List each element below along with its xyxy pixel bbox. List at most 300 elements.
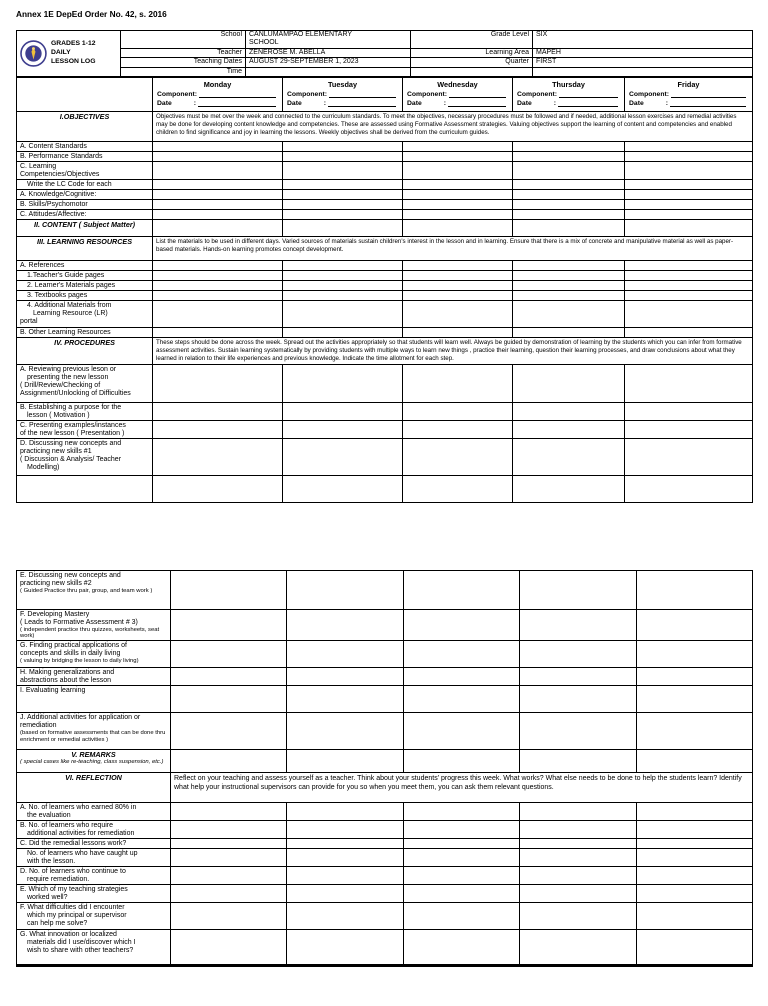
day-entry-cell [637, 802, 753, 820]
row-label [17, 475, 153, 502]
day-entry-cell [287, 929, 404, 965]
day-entry-cell [153, 438, 283, 475]
day-entry-cell [625, 219, 753, 236]
day-entry-cell [403, 179, 513, 189]
day-entry-cell [513, 280, 625, 290]
blank-underline [329, 91, 396, 98]
row-label: IV. PROCEDURES [17, 337, 153, 364]
row-label: 2. Learner's Materials pages [17, 280, 153, 290]
row-label: E. Which of my teaching strategies worked well? [17, 884, 171, 902]
header-blank-label [411, 67, 533, 76]
table-row [17, 161, 753, 179]
day-entry-cell [153, 402, 283, 420]
day-entry-cell [625, 402, 753, 420]
day-entry-cell [520, 609, 637, 640]
day-entry-cell [625, 179, 753, 189]
instruction-text: These steps should be done across the week. Spread out the activities appropriately so that students will learn well. Always be guided by demonstration of learning by the students which you can infer from formative assessment activities. Sustain learning systematically by providing students with multiple ways to learn new things , practice their learning, question their learning processes, and draw conclusions about what they learned in relation to their life experiences and previous knowledge. Indicate the time allotment for each step. [153, 337, 753, 364]
table-row [17, 685, 753, 712]
row-label: G. What innovation or localized materials did I use/discover which I wish to share with other teachers? [17, 929, 171, 965]
day-entry-cell [513, 364, 625, 402]
day-entry-cell [153, 280, 283, 290]
day-entry-cell [287, 902, 404, 929]
component-line: Component: [154, 91, 281, 98]
day-entry-cell [283, 161, 403, 179]
day-entry-cell [513, 402, 625, 420]
day-entry-cell [625, 209, 753, 219]
day-entry-cell [171, 866, 287, 884]
grade-level-value: SIX [533, 31, 753, 49]
day-entry-cell [404, 884, 520, 902]
row-label: A. Knowledge/Cognitive: [17, 189, 153, 199]
row-label: H. Making generalizations and abstractions about the lesson [17, 667, 171, 685]
logo-title-line2: LESSON LOG [50, 57, 96, 65]
day-entry-cell [283, 270, 403, 280]
component-line: Component: [284, 91, 401, 98]
day-entry-cell [637, 929, 753, 965]
day-entry-cell [403, 364, 513, 402]
quarter-label: Quarter [411, 58, 533, 67]
day-entry-cell [404, 712, 520, 749]
day-entry-cell [287, 820, 404, 838]
day-entry-cell [153, 290, 283, 300]
table-row [17, 111, 753, 141]
day-entry-cell [637, 866, 753, 884]
annex-title: Annex 1E DepEd Order No. 42, s. 2016 [16, 9, 167, 19]
day-entry-cell [404, 570, 520, 609]
day-entry-cell [637, 570, 753, 609]
day-entry-cell [637, 685, 753, 712]
day-entry-cell [625, 475, 753, 502]
table-row [17, 327, 753, 337]
day-entry-cell [171, 929, 287, 965]
day-entry-cell [287, 884, 404, 902]
day-entry-cell [637, 820, 753, 838]
day-entry-cell [171, 685, 287, 712]
row-label: C. Learning Competencies/Objectives [17, 161, 153, 179]
day-entry-cell [520, 685, 637, 712]
day-entry-cell [171, 749, 287, 772]
table-row [17, 141, 753, 151]
row-label: II. CONTENT ( Subject Matter) [17, 219, 153, 236]
header-table [16, 30, 753, 77]
day-entry-cell [513, 327, 625, 337]
table-row [17, 667, 753, 685]
form-stack [16, 30, 752, 967]
table-row [17, 475, 753, 502]
day-entry-cell [637, 609, 753, 640]
day-entry-cell [283, 364, 403, 402]
table-row [17, 280, 753, 290]
day-name: Friday [677, 79, 700, 89]
day-entry-cell [513, 141, 625, 151]
day-entry-cell [520, 929, 637, 965]
day-entry-cell [637, 749, 753, 772]
day-entry-cell [171, 848, 287, 866]
row-label: Write the LC Code for each [17, 179, 153, 189]
row-label: B. Skills/Psychomotor [17, 199, 153, 209]
table-row [17, 337, 753, 364]
day-entry-cell [403, 280, 513, 290]
row-label: No. of learners who have caught up with the lesson. [17, 848, 171, 866]
day-header-cell [283, 77, 403, 111]
day-entry-cell [625, 280, 753, 290]
row-label: I. Evaluating learning [17, 685, 171, 712]
row-label: V. REMARKS ( special cases like re-teaching, class suspension, etc.) [17, 749, 171, 772]
day-entry-cell [637, 884, 753, 902]
day-entry-cell [283, 189, 403, 199]
day-entry-cell [283, 179, 403, 189]
day-entry-cell [404, 609, 520, 640]
day-entry-cell [404, 838, 520, 848]
table-row [17, 438, 753, 475]
day-entry-cell [625, 260, 753, 270]
day-name: Thursday [552, 79, 585, 89]
day-entry-cell [153, 364, 283, 402]
row-label: I.OBJECTIVES [17, 111, 153, 141]
day-entry-cell [287, 749, 404, 772]
day-entry-cell [520, 820, 637, 838]
table-row [17, 884, 753, 902]
table-row [17, 712, 753, 749]
blank-underline [448, 100, 506, 107]
day-entry-cell [171, 838, 287, 848]
teacher-label: Teacher [121, 48, 246, 57]
blank-underline [449, 91, 506, 98]
day-entry-cell [404, 848, 520, 866]
row-label: G. Finding practical applications of concepts and skills in daily living ( valuing by bridging the lesson to daily living) [17, 640, 171, 667]
day-entry-cell [171, 609, 287, 640]
day-entry-cell [153, 270, 283, 280]
corner-cell [17, 77, 153, 111]
day-entry-cell [625, 141, 753, 151]
day-entry-cell [153, 475, 283, 502]
day-entry-cell [403, 270, 513, 280]
table-row [17, 236, 753, 260]
logo-title-line1: GRADES 1-12 DAILY [50, 40, 96, 57]
blank-underline [199, 91, 276, 98]
table-row [17, 402, 753, 420]
day-entry-cell [637, 712, 753, 749]
day-entry-cell [625, 300, 753, 327]
day-entry-cell [403, 219, 513, 236]
day-entry-cell [287, 570, 404, 609]
school-value: CANLUMAMPAO ELEMENTARY SCHOOL [246, 31, 411, 49]
row-label: B. Establishing a purpose for the lesson ( Motivation ) [17, 402, 153, 420]
day-entry-cell [403, 151, 513, 161]
table-row [17, 929, 753, 965]
day-entry-cell [283, 209, 403, 219]
day-header-cell [403, 77, 513, 111]
day-entry-cell [153, 179, 283, 189]
day-entry-cell [283, 327, 403, 337]
row-label: C. Presenting examples/instances of the new lesson ( Presentation ) [17, 420, 153, 438]
table-row [17, 364, 753, 402]
table-row [17, 209, 753, 219]
row-label: F. Developing Mastery ( Leads to Formative Assessment # 3) ( independent practice thru quizzes, worksheets, seat work) [17, 609, 171, 640]
day-entry-cell [403, 199, 513, 209]
table-row [17, 420, 753, 438]
day-entry-cell [283, 438, 403, 475]
day-entry-cell [513, 189, 625, 199]
day-entry-cell [403, 420, 513, 438]
day-entry-cell [153, 300, 283, 327]
day-entry-cell [153, 260, 283, 270]
day-entry-cell [153, 327, 283, 337]
day-entry-cell [513, 179, 625, 189]
day-entry-cell [513, 219, 625, 236]
day-entry-cell [520, 884, 637, 902]
day-entry-cell [625, 151, 753, 161]
day-header-row [17, 77, 753, 111]
lesson-log-table-upper [16, 77, 753, 503]
table-row [17, 570, 753, 609]
table-row [17, 300, 753, 327]
day-entry-cell [403, 141, 513, 151]
day-entry-cell [513, 438, 625, 475]
logo-cell [17, 31, 121, 77]
blank-underline [670, 100, 746, 107]
day-entry-cell [520, 640, 637, 667]
day-header-cell [153, 77, 283, 111]
day-entry-cell [283, 420, 403, 438]
row-label: 1.Teacher's Guide pages [17, 270, 153, 280]
day-entry-cell [287, 667, 404, 685]
day-entry-cell [171, 667, 287, 685]
table-row [17, 848, 753, 866]
table-row [17, 260, 753, 270]
row-label: A. Content Standards [17, 141, 153, 151]
row-label: B. Other Learning Resources [17, 327, 153, 337]
day-entry-cell [404, 802, 520, 820]
day-entry-cell [283, 219, 403, 236]
date-line: Date : [154, 100, 281, 107]
day-entry-cell [171, 712, 287, 749]
day-entry-cell [171, 640, 287, 667]
day-entry-cell [625, 420, 753, 438]
day-entry-cell [513, 290, 625, 300]
time-label: Time [121, 67, 246, 76]
day-name: Wednesday [437, 79, 478, 89]
day-entry-cell [520, 570, 637, 609]
day-entry-cell [403, 290, 513, 300]
day-entry-cell [171, 884, 287, 902]
header-row [17, 48, 753, 57]
day-entry-cell [520, 848, 637, 866]
day-entry-cell [287, 848, 404, 866]
row-label: A. Reviewing previous leson or presenting the new lesson ( Drill/Review/Checking of Assignment/Unlocking of Difficulties [17, 364, 153, 402]
day-entry-cell [403, 189, 513, 199]
table-row [17, 838, 753, 848]
table-row [17, 749, 753, 772]
day-entry-cell [153, 420, 283, 438]
day-entry-cell [171, 820, 287, 838]
quarter-value: FIRST [533, 58, 753, 67]
teaching-dates-label: Teaching Dates [121, 58, 246, 67]
date-line: Date : [626, 100, 751, 107]
day-entry-cell [637, 667, 753, 685]
day-entry-cell [513, 420, 625, 438]
day-entry-cell [520, 667, 637, 685]
day-entry-cell [520, 712, 637, 749]
table-row [17, 609, 753, 640]
day-entry-cell [287, 609, 404, 640]
day-entry-cell [513, 260, 625, 270]
day-entry-cell [513, 209, 625, 219]
day-entry-cell [637, 640, 753, 667]
header-row [17, 67, 753, 76]
row-label: III. LEARNING RESOURCES [17, 236, 153, 260]
day-entry-cell [153, 209, 283, 219]
row-label: D. Discussing new concepts and practicing new skills #1 ( Discussion & Analysis/ Teacher Modelling) [17, 438, 153, 475]
teacher-value: ZENEROSE M. ABELLA [246, 48, 411, 57]
day-entry-cell [513, 475, 625, 502]
day-entry-cell [283, 475, 403, 502]
day-entry-cell [637, 848, 753, 866]
day-entry-cell [403, 327, 513, 337]
day-name: Tuesday [327, 79, 358, 89]
row-label: 3. Textbooks pages [17, 290, 153, 300]
table-row [17, 772, 753, 802]
day-entry-cell [287, 712, 404, 749]
blank-underline [328, 100, 396, 107]
day-entry-cell [403, 475, 513, 502]
day-entry-cell [287, 802, 404, 820]
day-entry-cell [287, 838, 404, 848]
component-line: Component: [404, 91, 511, 98]
teaching-dates-value: AUGUST 29-SEPTEMBER 1, 2023 [246, 58, 411, 67]
day-entry-cell [625, 290, 753, 300]
day-entry-cell [520, 802, 637, 820]
day-name: Monday [203, 79, 232, 89]
day-entry-cell [403, 300, 513, 327]
table-row [17, 270, 753, 280]
day-entry-cell [403, 260, 513, 270]
learning-area-value: MAPEH [533, 48, 753, 57]
row-label: 4. Additional Materials from Learning Resource (LR) portal [17, 300, 153, 327]
day-entry-cell [625, 327, 753, 337]
component-line: Component: [626, 91, 751, 98]
header-row [17, 58, 753, 67]
day-entry-cell [513, 161, 625, 179]
day-entry-cell [283, 141, 403, 151]
row-label: VI. REFLECTION [17, 772, 171, 802]
date-line: Date : [284, 100, 401, 107]
day-entry-cell [625, 438, 753, 475]
day-entry-cell [283, 199, 403, 209]
row-label: A. References [17, 260, 153, 270]
day-entry-cell [404, 667, 520, 685]
day-entry-cell [153, 219, 283, 236]
row-label: C. Did the remedial lessons work? [17, 838, 171, 848]
blank-underline [198, 100, 276, 107]
day-entry-cell [153, 161, 283, 179]
table-row [17, 219, 753, 236]
day-header-cell [513, 77, 625, 111]
day-entry-cell [171, 902, 287, 929]
logo-title [51, 40, 117, 66]
day-entry-cell [625, 364, 753, 402]
day-entry-cell [403, 209, 513, 219]
day-entry-cell [153, 189, 283, 199]
day-entry-cell [283, 260, 403, 270]
table-row [17, 902, 753, 929]
learning-area-label: Learning Area [411, 48, 533, 57]
day-entry-cell [283, 290, 403, 300]
day-entry-cell [404, 902, 520, 929]
day-entry-cell [153, 141, 283, 151]
deped-seal-icon [20, 40, 47, 67]
day-entry-cell [404, 749, 520, 772]
table-row [17, 802, 753, 820]
day-entry-cell [171, 802, 287, 820]
table-row [17, 189, 753, 199]
day-entry-cell [625, 189, 753, 199]
time-value [246, 67, 411, 76]
day-entry-cell [403, 402, 513, 420]
day-entry-cell [625, 161, 753, 179]
day-entry-cell [287, 640, 404, 667]
day-entry-cell [404, 866, 520, 884]
row-label: F. What difficulties did I encounter which my principal or supervisor can help me solve? [17, 902, 171, 929]
header-blank-value [533, 67, 753, 76]
table-row [17, 290, 753, 300]
day-entry-cell [153, 199, 283, 209]
day-entry-cell [153, 151, 283, 161]
table-row [17, 151, 753, 161]
day-entry-cell [287, 685, 404, 712]
day-entry-cell [513, 151, 625, 161]
day-entry-cell [404, 929, 520, 965]
row-label: J. Additional activities for application or remediation (based on formative assessments that can be done thru enrichment or remedial activities ) [17, 712, 171, 749]
blank-underline [559, 91, 618, 98]
day-entry-cell [283, 300, 403, 327]
date-line: Date : [514, 100, 623, 107]
day-entry-cell [520, 902, 637, 929]
day-entry-cell [513, 270, 625, 280]
row-label: D. No. of learners who continue to require remediation. [17, 866, 171, 884]
day-header-cell [625, 77, 753, 111]
blank-underline [671, 91, 746, 98]
day-entry-cell [404, 685, 520, 712]
lesson-log-table-lower [16, 570, 753, 967]
table-row [17, 199, 753, 209]
day-entry-cell [520, 749, 637, 772]
day-entry-cell [171, 570, 287, 609]
day-entry-cell [287, 866, 404, 884]
row-label: B. Performance Standards [17, 151, 153, 161]
table-row [17, 866, 753, 884]
day-entry-cell [625, 270, 753, 280]
school-label: School [121, 31, 246, 49]
day-entry-cell [404, 640, 520, 667]
day-entry-cell [283, 402, 403, 420]
day-entry-cell [513, 300, 625, 327]
header-row [17, 31, 753, 49]
day-entry-cell [520, 866, 637, 884]
day-entry-cell [283, 151, 403, 161]
row-label: C. Attitudes/Affective: [17, 209, 153, 219]
table-row [17, 179, 753, 189]
day-entry-cell [404, 820, 520, 838]
component-line: Component: [514, 91, 623, 98]
instruction-text: List the materials to be used in different days. Varied sources of materials sustain children's interest in the lesson and in learning. Ensure that there is a mix of concrete and manipulative material as well as paper-based materials. Hands-on learning promotes concept development. [153, 236, 753, 260]
day-entry-cell [637, 902, 753, 929]
day-entry-cell [513, 199, 625, 209]
instruction-text: Objectives must be met over the week and connected to the curriculum standards. To meet the objectives, necessary procedures must be followed and if needed, additional lesson exercises and remedial activities may be done for developing content knowledge and competencies. These are assessed using Formative Assessment strategies. Valuing objectives support the learning of content and competencies and enabled children to find significance and joy in learning the lessons. Weekly objectives shall be derived from the curriculum guides. [153, 111, 753, 141]
day-entry-cell [520, 838, 637, 848]
day-entry-cell [403, 161, 513, 179]
day-entry-cell [625, 199, 753, 209]
